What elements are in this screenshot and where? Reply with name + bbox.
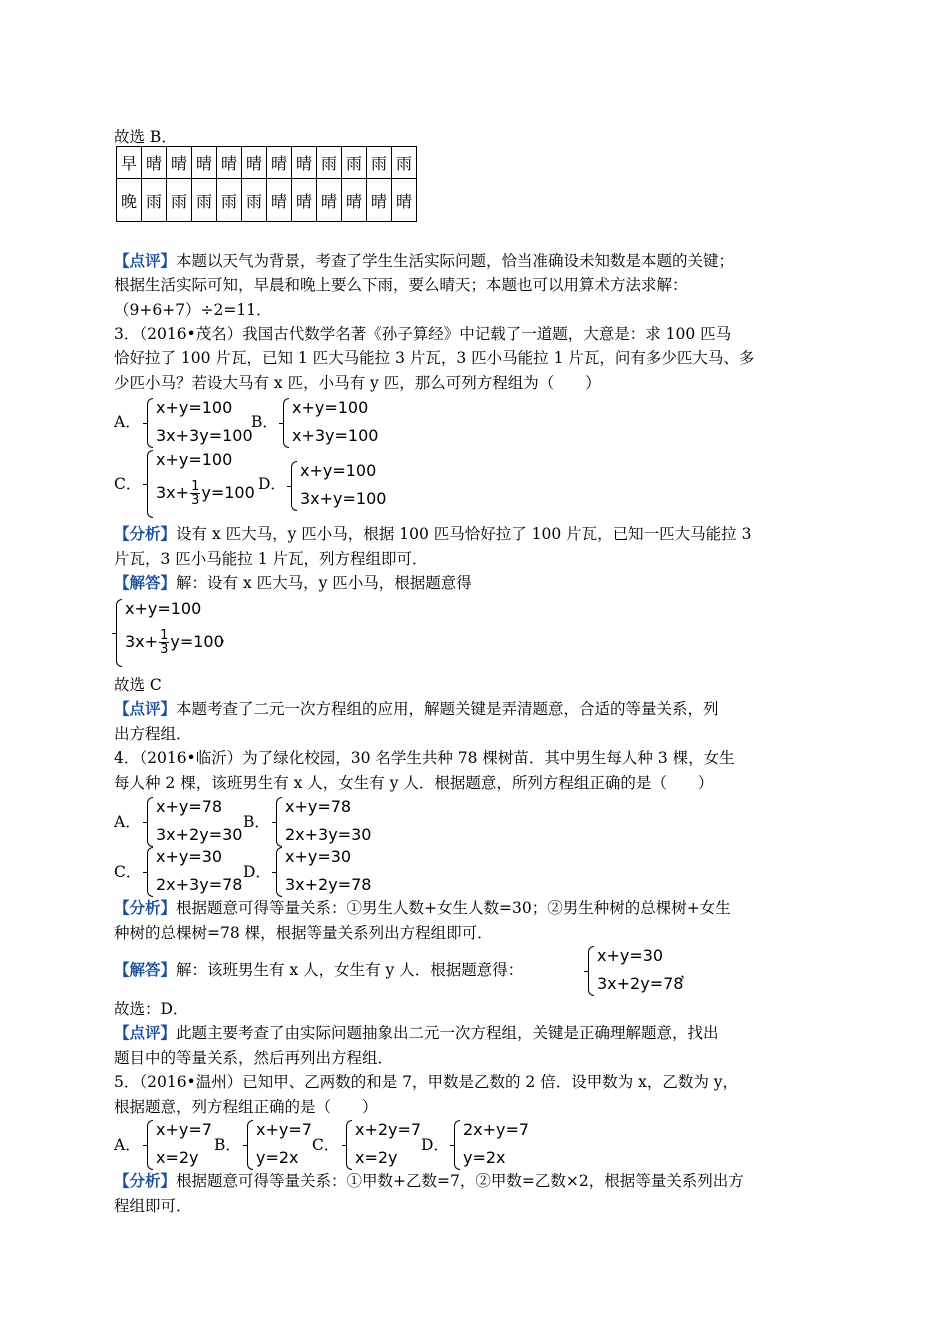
comment-tag: 【点评】 xyxy=(114,1023,177,1042)
fraction-numerator: 1 xyxy=(191,479,200,494)
table-cell: 雨 xyxy=(342,147,367,179)
table-cell: 雨 xyxy=(167,179,192,222)
comment-text: 本题考查了二元一次方程组的应用，解题关键是弄清题意，合适的等量关系，列 xyxy=(176,700,719,718)
brace-icon xyxy=(147,847,153,897)
comma: ， xyxy=(220,627,236,645)
brace-icon xyxy=(147,398,153,448)
equation: 2x+y=7 xyxy=(463,1120,530,1139)
table-cell: 雨 xyxy=(142,179,167,222)
table-cell: 晴 xyxy=(292,179,317,222)
equation: 3x+y=100 xyxy=(300,489,387,508)
table-cell: 晴 xyxy=(192,147,217,179)
q3-answer: 故选 C xyxy=(114,676,162,694)
equation: x+y=7 xyxy=(156,1120,212,1139)
q3-option-d-label: D． xyxy=(258,475,286,493)
q4-stem-line2: 每人种 2 棵，该班男生有 x 人，女生有 y 人．根据题意，所列方程组正确的是（ ） xyxy=(114,774,714,792)
equation: x+y=100 xyxy=(300,461,377,480)
solution-text: 解：设有 x 匹大马，y 匹小马，根据题意得 xyxy=(176,574,472,592)
analysis-text: 根据题意可得等量关系：①男生人数+女生人数=30；②男生种树的总棵树+女生 xyxy=(176,899,731,917)
fraction xyxy=(159,629,169,656)
brace-icon xyxy=(283,398,289,448)
q3-option-c-label: C． xyxy=(114,475,142,493)
comment-tag: 【点评】 xyxy=(114,251,177,270)
analysis-tag: 【分析】 xyxy=(114,524,177,543)
brace-icon xyxy=(291,461,297,511)
equation: x+y=30 xyxy=(285,847,352,866)
equation: x+y=30 xyxy=(156,847,223,866)
q3-comment-line2: 出方程组． xyxy=(114,725,192,743)
q4-option-b-label: B． xyxy=(243,813,270,831)
equation: x+3y=100 xyxy=(292,426,379,445)
equation: y=2x xyxy=(256,1148,299,1167)
brace-icon xyxy=(276,847,282,897)
table-cell: 晴 xyxy=(367,179,392,222)
q4-analysis-line2: 种树的总棵树=78 棵，根据等量关系列出方程组即可． xyxy=(114,924,493,942)
brace-icon xyxy=(147,450,153,518)
brace-icon xyxy=(276,797,282,847)
equation: x+y=100 xyxy=(125,599,202,618)
equation xyxy=(125,629,224,656)
q3-stem-line3: 少匹小马？若设大马有 x 匹，小马有 y 匹，那么可列方程组为（ ） xyxy=(114,374,601,392)
comment-text: 本题以天气为背景，考查了学生生活实际问题，恰当准确设未知数是本题的关键； xyxy=(176,252,735,270)
q4-comment-line1 xyxy=(114,1021,838,1045)
equation: x+y=100 xyxy=(292,398,369,417)
brace-icon xyxy=(116,599,122,667)
equation: 3x+2y=78 xyxy=(597,974,684,993)
table-cell: 晚 xyxy=(117,179,142,222)
brace-icon xyxy=(454,1120,460,1170)
q4-solution xyxy=(114,958,838,982)
analysis-tag: 【分析】 xyxy=(114,898,177,917)
equation: x=2y xyxy=(355,1148,398,1167)
q5-option-b-label: B． xyxy=(214,1136,241,1154)
equation-part: 3x+ xyxy=(125,632,159,651)
equation: x+y=78 xyxy=(156,797,223,816)
table-row-evening xyxy=(117,179,417,222)
table-cell: 晴 xyxy=(342,179,367,222)
table-cell: 晴 xyxy=(267,179,292,222)
comma: ， xyxy=(680,963,696,981)
equation: x+y=100 xyxy=(156,398,233,417)
equation: x+y=7 xyxy=(256,1120,312,1139)
table-cell: 雨 xyxy=(192,179,217,222)
q4-stem-line1: 4．（2016•临沂）为了绿化校园，30 名学生共种 78 棵树苗．其中男生每人种 3 棵，女生 xyxy=(114,749,735,767)
q4-option-d-label: D． xyxy=(243,863,271,881)
analysis-text: 设有 x 匹大马，y 匹小马，根据 100 匹马恰好拉了 100 片瓦，已知一匹大马能拉 3 xyxy=(176,525,752,543)
q4-option-c-label: C． xyxy=(114,863,142,881)
q2-comment-line2: 根据生活实际可知，早晨和晚上要么下雨，要么晴天；本题也可以用算术方法求解： xyxy=(114,276,688,294)
q2-comment-line1 xyxy=(114,249,838,273)
equation: x=2y xyxy=(156,1148,199,1167)
equation: 3x+3y=100 xyxy=(156,426,253,445)
brace-icon xyxy=(346,1120,352,1170)
q5-stem-line2: 根据题意，列方程组正确的是（ ） xyxy=(114,1098,378,1116)
table-cell: 晴 xyxy=(292,147,317,179)
solution-tag: 【解答】 xyxy=(114,573,177,592)
brace-icon xyxy=(588,946,594,996)
equation: 3x+2y=30 xyxy=(156,825,243,844)
solution-tag: 【解答】 xyxy=(114,960,177,979)
q3-stem-line2: 恰好拉了 100 片瓦，已知 1 匹大马能拉 3 片瓦，3 匹小马能拉 1 片瓦，问有多少匹大马、多 xyxy=(114,349,755,367)
fraction-denominator: 3 xyxy=(191,493,200,508)
q5-analysis-line2: 程组即可． xyxy=(114,1197,192,1215)
equation: x+y=78 xyxy=(285,797,352,816)
table-cell: 雨 xyxy=(217,179,242,222)
q5-option-d-label: D． xyxy=(421,1136,449,1154)
q3-option-a-label: A． xyxy=(114,413,141,431)
q5-analysis-line1 xyxy=(114,1169,838,1193)
fraction-numerator: 1 xyxy=(160,628,169,643)
equation-part: y=100 xyxy=(201,483,255,502)
q3-option-b-label: B． xyxy=(251,413,278,431)
brace-icon xyxy=(247,1120,253,1170)
analysis-text: 根据题意可得等量关系：①甲数+乙数=7，②甲数=乙数×2，根据等量关系列出方 xyxy=(176,1172,744,1190)
table-cell: 晴 xyxy=(242,147,267,179)
equation: x+y=100 xyxy=(156,450,233,469)
table-row-morning xyxy=(117,147,417,179)
equation xyxy=(156,480,255,507)
solution-text: 解：该班男生有 x 人，女生有 y 人．根据题意得： xyxy=(176,961,524,979)
fraction-denominator: 3 xyxy=(160,642,169,657)
fraction xyxy=(190,480,200,507)
table-cell: 雨 xyxy=(242,179,267,222)
analysis-tag: 【分析】 xyxy=(114,1171,177,1190)
q5-stem-line1: 5．（2016•温州）已知甲、乙两数的和是 7，甲数是乙数的 2 倍．设甲数为 x，乙数为 y， xyxy=(114,1073,739,1091)
weather-table xyxy=(116,146,417,222)
comment-text: 此题主要考查了由实际问题抽象出二元一次方程组，关键是正确理解题意，找出 xyxy=(176,1024,719,1042)
equation: x+2y=7 xyxy=(355,1120,422,1139)
equation: x+y=30 xyxy=(597,946,664,965)
comment-tag: 【点评】 xyxy=(114,699,177,718)
table-cell: 雨 xyxy=(317,147,342,179)
q3-comment-line1 xyxy=(114,697,838,721)
q4-option-a-label: A． xyxy=(114,813,141,831)
q5-option-a-label: A． xyxy=(114,1136,141,1154)
q4-comment-line2: 题目中的等量关系，然后再列出方程组． xyxy=(114,1049,394,1067)
q2-comment-line3: （9+6+7）÷2=11． xyxy=(114,301,272,319)
table-cell: 雨 xyxy=(392,147,417,179)
table-cell: 晴 xyxy=(267,147,292,179)
q4-analysis-line1 xyxy=(114,896,838,920)
q3-solution xyxy=(114,571,838,595)
brace-icon xyxy=(147,797,153,847)
equation: 2x+3y=78 xyxy=(156,875,243,894)
q3-analysis-line2: 片瓦，3 匹小马能拉 1 片瓦，列方程组即可． xyxy=(114,550,428,568)
equation-part: y=100 xyxy=(170,632,224,651)
table-cell: 晴 xyxy=(167,147,192,179)
q3-stem-line1: 3．（2016•茂名）我国古代数学名著《孙子算经》中记载了一道题，大意是：求 100 匹马 xyxy=(114,325,732,343)
table-cell: 晴 xyxy=(217,147,242,179)
brace-icon xyxy=(147,1120,153,1170)
equation: y=2x xyxy=(463,1148,506,1167)
table-cell: 晴 xyxy=(317,179,342,222)
q5-option-c-label: C． xyxy=(312,1136,340,1154)
equation: 3x+2y=78 xyxy=(285,875,372,894)
table-cell: 晴 xyxy=(142,147,167,179)
table-cell: 早 xyxy=(117,147,142,179)
equation: 2x+3y=30 xyxy=(285,825,372,844)
q4-answer: 故选：D． xyxy=(114,1000,189,1018)
table-cell: 晴 xyxy=(392,179,417,222)
q3-analysis-line1 xyxy=(114,522,838,546)
equation-part: 3x+ xyxy=(156,483,190,502)
q2-answer: 故选 B． xyxy=(114,128,177,146)
table-cell: 雨 xyxy=(367,147,392,179)
